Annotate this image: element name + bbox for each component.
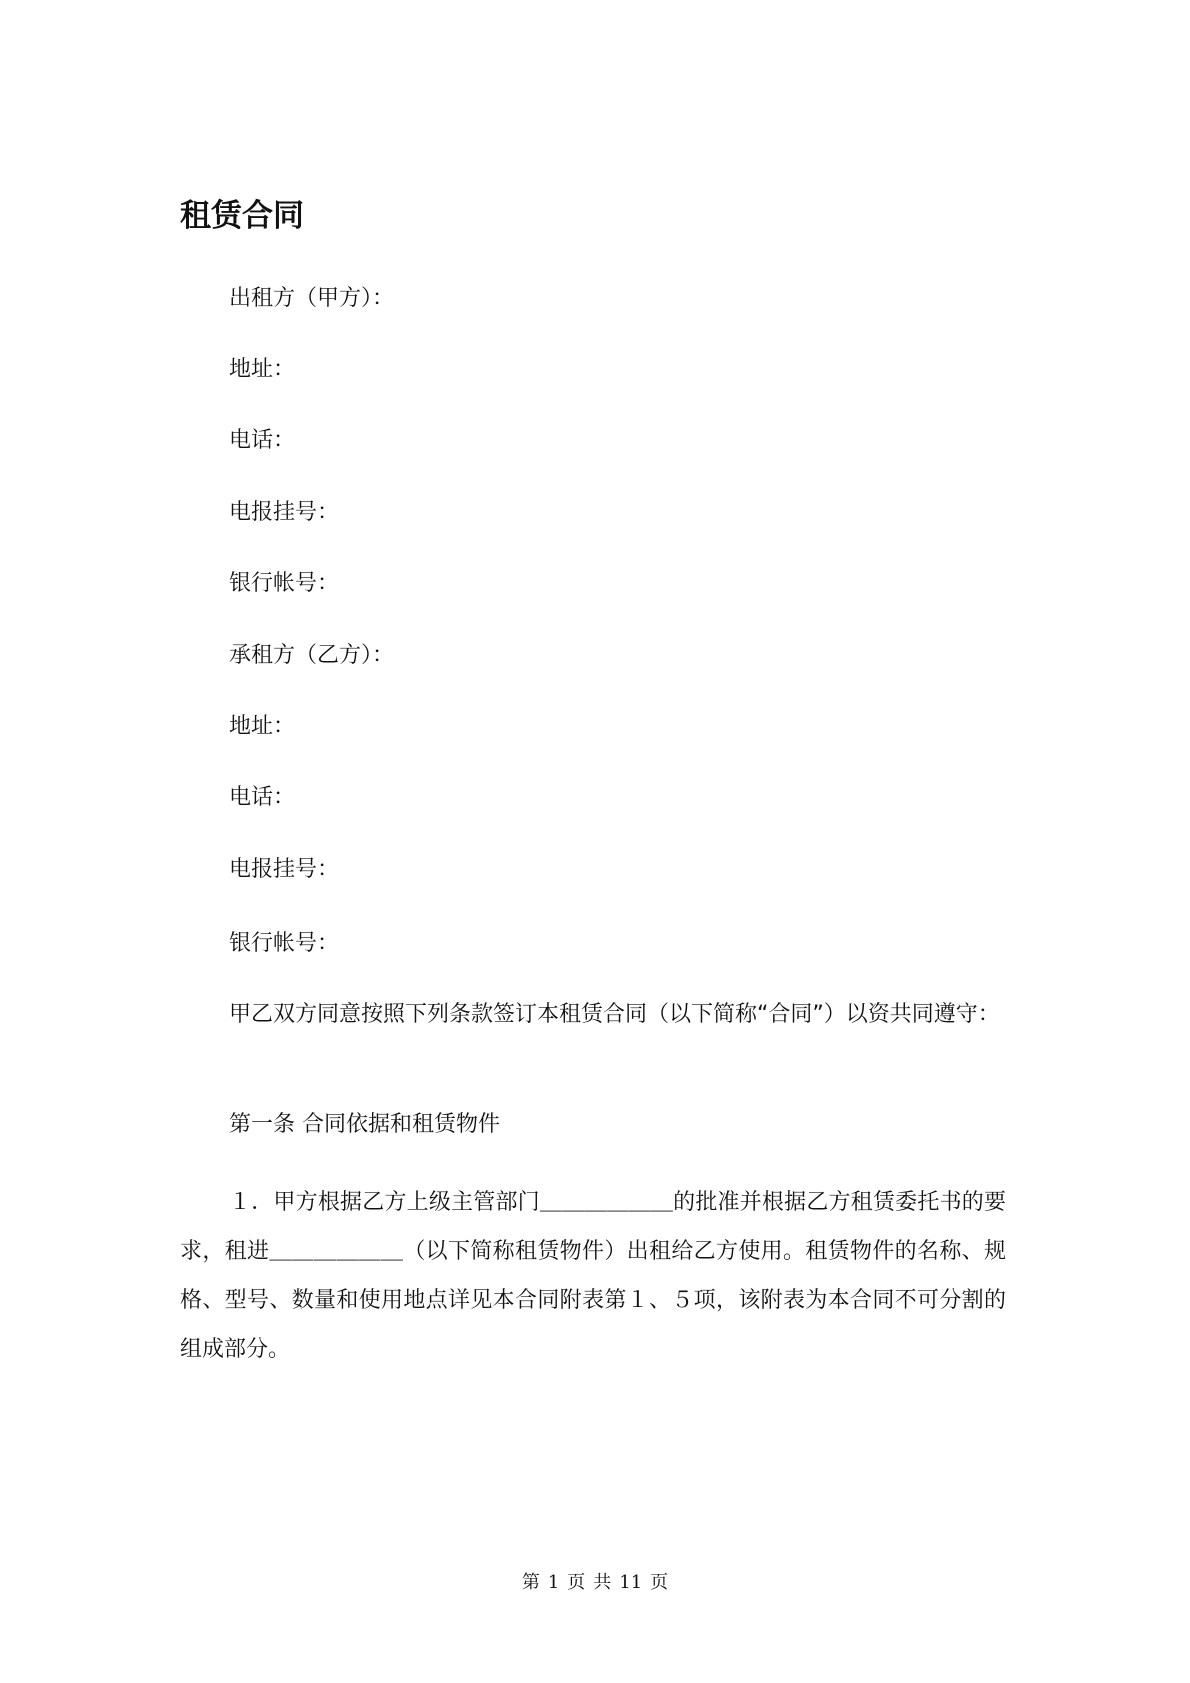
party-a-address-label: 地址： <box>229 357 296 382</box>
intro-paragraph: 甲乙双方同意按照下列条款签订本租赁合同（以下简称“合同”）以资共同遵守： <box>229 1002 1000 1027</box>
party-a-bank-account-label: 银行帐号： <box>229 571 340 596</box>
footer-current-page: 1 <box>547 1572 560 1593</box>
page-footer <box>0 1571 1190 1595</box>
party-a-telegraph-label: 电报挂号： <box>229 500 340 525</box>
footer-total-suffix: 页 <box>650 1572 669 1593</box>
party-b-telegraph-label: 电报挂号： <box>229 857 340 882</box>
footer-page-prefix: 第 <box>521 1572 540 1593</box>
party-b-address-label: 地址： <box>229 714 296 739</box>
footer-page-word: 页 <box>567 1572 586 1593</box>
party-a-heading: 出租方（甲方）： <box>229 286 395 311</box>
article-1-heading: 第一条 合同依据和租赁物件 <box>229 1112 500 1137</box>
party-b-bank-account-label: 银行帐号： <box>229 931 340 956</box>
party-b-heading: 承租方（乙方）： <box>229 643 395 668</box>
footer-total-pages: 11 <box>619 1572 643 1593</box>
footer-total-prefix: 共 <box>593 1572 612 1593</box>
article-1-item-1: １．甲方根据乙方上级主管部门＿＿＿＿＿＿的批准并根据乙方租赁委托书的要求，租进＿＿＿＿＿＿（以下简称租赁物件）出租给乙方使用。租赁物件的名称、规格、型号、数量和使用地点详见本合同附表第１、５项，该附表为本合同不可分割的组成部分。 <box>180 1190 1006 1362</box>
party-a-phone-label: 电话： <box>229 428 296 453</box>
document-title: 租赁合同 <box>180 198 304 234</box>
party-b-phone-label: 电话： <box>229 785 296 810</box>
